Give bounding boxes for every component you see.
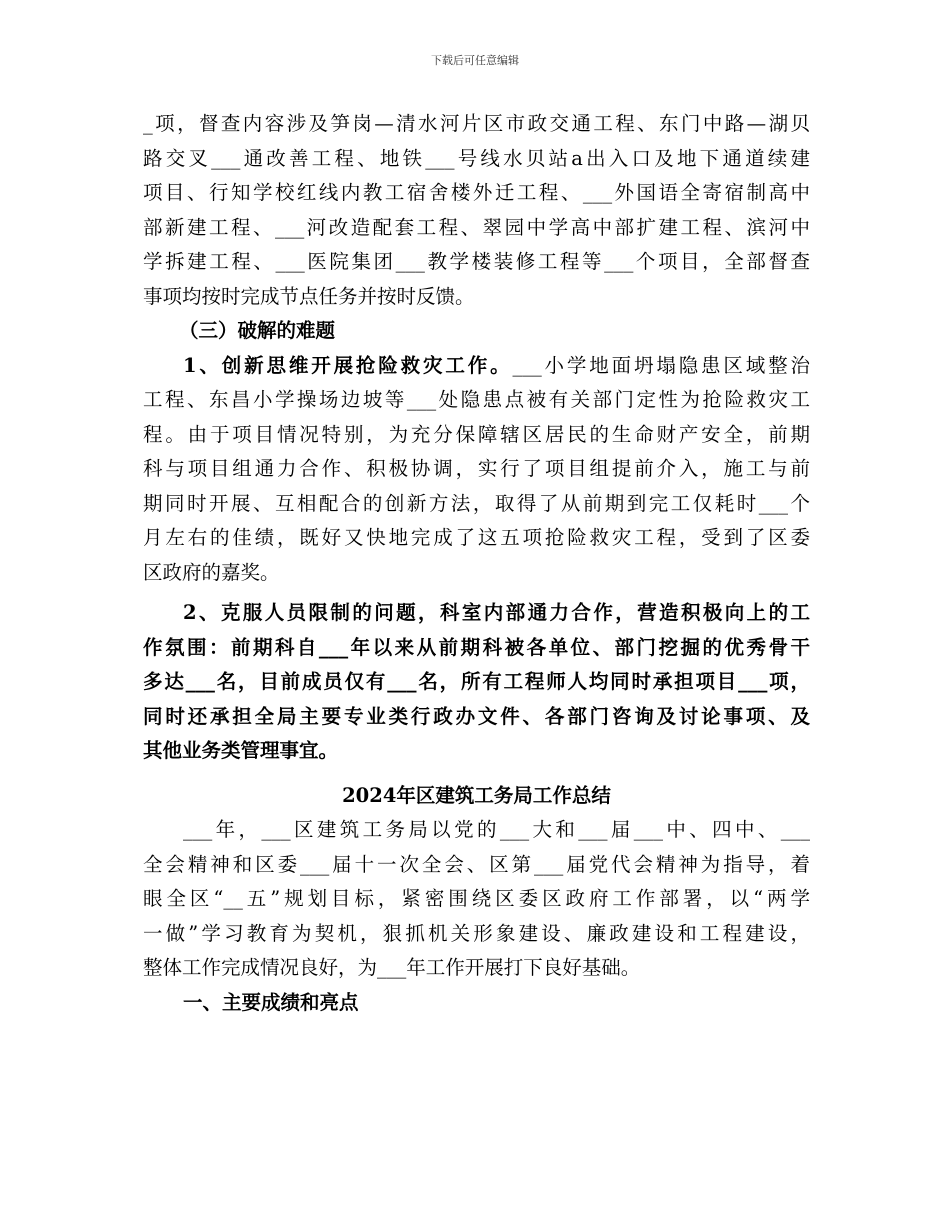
- text-line: 整体工作完成情况良好，为___年工作开展打下良好基础。: [143, 956, 641, 979]
- text-line: 期同时开展、互相配合的创新方法，取得了从前期到完工仅耗时___个: [143, 491, 810, 515]
- text-line: 工程、东昌小学操场边坡等___处隐患点被有关部门定性为抢险救灾工: [143, 388, 810, 411]
- section-heading-achievements: 一、主要成绩和亮点: [183, 990, 359, 1014]
- text-line: 2、克服人员限制的问题，科室内部通力合作，营造积极向上的工: [183, 601, 810, 624]
- text-line: 部新建工程、___河改造配套工程、翠园中学高中部扩建工程、滨河中: [143, 215, 810, 239]
- text-line: 路交叉___通改善工程、地铁___号线水贝站a出入口及地下通道续建: [143, 146, 810, 170]
- text-line: [143, 349, 810, 384]
- text-line: 一做”学习教育为契机，狠抓机关形象建设、廉政建设和工程建设，: [143, 921, 810, 945]
- paragraph-intro: [143, 813, 810, 986]
- section-heading-difficulties: （三）破解的难题: [179, 319, 336, 342]
- paragraph-item-1: [143, 349, 810, 591]
- text-line: 科与项目组通力合作、积极协调，实行了项目组提前介入，施工与前: [143, 457, 810, 480]
- text-line: 眼全区“__五”规划目标，紧密围绕区委区政府工作部署，以“两学: [143, 887, 810, 910]
- text-line: _项，督查内容涉及笋岗—清水河片区市政交通工程、东门中路—湖贝: [143, 112, 810, 135]
- text-line: 学拆建工程、___医院集团___教学楼装修工程等___个项目，全部督查: [143, 250, 810, 273]
- document-title: 2024年区建筑工务局工作总结: [342, 783, 611, 807]
- text-line: ___年，___区建筑工务局以党的___大和___届___中、四中、___: [183, 818, 810, 841]
- text-line: 多达___名，目前成员仅有___名，所有工程师人均同时承担项目___项，: [143, 670, 810, 693]
- text-line: 月左右的佳绩，既好又快地完成了这五项抢险救灾工程，受到了区委: [143, 526, 810, 549]
- page-header: 下载后可任意编辑: [431, 54, 519, 67]
- text-line: 全会精神和区委___届十一次全会、区第___届党代会精神为指导，着: [143, 852, 810, 876]
- spacer: [143, 769, 810, 779]
- text-line: 其他业务类管理事宜。: [143, 739, 339, 762]
- item-1-lead: 1、创新思维开展抢险救灾工作。: [183, 353, 513, 377]
- document-body: [143, 107, 810, 1020]
- text-line: 程。由于项目情况特别，为充分保障辖区居民的生命财产安全，前期: [143, 422, 810, 446]
- text-line: 项目、行知学校红线内教工宿舍楼外迁工程、___外国语全寄宿制高中: [143, 181, 810, 204]
- paragraph-supervision-items: [143, 107, 810, 314]
- paragraph-item-2: [143, 596, 810, 769]
- text-line: 事项均按时完成节点任务并按时反馈。: [143, 284, 475, 308]
- item-1-first-rest: ___小学地面坍塌隐患区域整治: [512, 353, 810, 377]
- text-line: 区政府的嘉奖。: [143, 560, 280, 584]
- text-line: 同时还承担全局主要专业类行政办文件、各部门咨询及讨论事项、及: [143, 704, 810, 728]
- text-line: 作氛围：前期科自___年以来从前期科被各单位、部门挖掘的优秀骨干: [143, 635, 810, 659]
